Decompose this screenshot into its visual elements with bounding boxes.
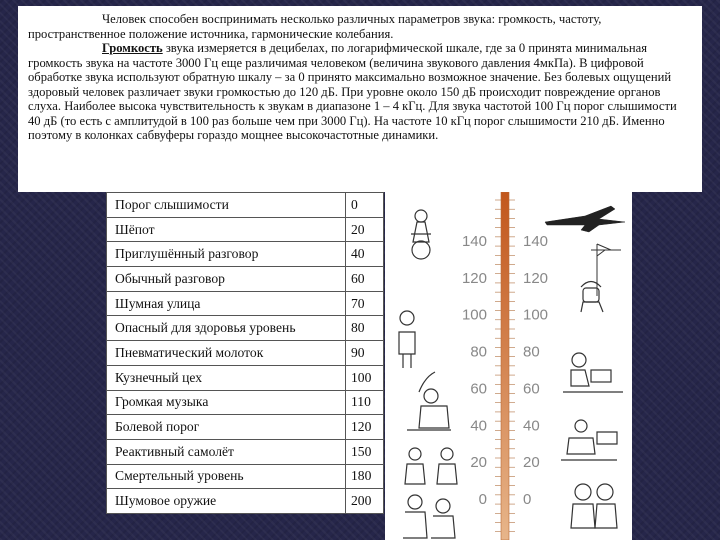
row-label: Шёпот (107, 217, 346, 242)
scale-bar (501, 192, 509, 540)
table-row (107, 365, 384, 390)
row-label: Болевой порог (107, 415, 346, 440)
row-label: Приглушённый разговор (107, 242, 346, 267)
row-value: 200 (346, 489, 384, 514)
row-value: 70 (346, 291, 384, 316)
tick-label-right: 120 (523, 269, 549, 287)
row-value: 120 (346, 415, 384, 440)
row-label: Шумная улица (107, 291, 346, 316)
table-row (107, 193, 384, 218)
intro-paragraph: Человек способен воспринимать несколько различных параметров звука: громкость, частоту, пространственное положение источника, гармонические колебания. (28, 12, 602, 41)
tick-label-right: 20 (523, 454, 540, 472)
whispering-icon (571, 484, 617, 528)
tick-label-right: 0 (523, 491, 532, 508)
tick-label-right: 40 (523, 417, 540, 435)
row-value: 100 (346, 365, 384, 390)
row-value: 180 (346, 464, 384, 489)
loudness-paragraph (28, 41, 692, 143)
tick-label-left: 140 (461, 233, 487, 250)
row-label: Смертельный уровень (107, 464, 346, 489)
motorcyclist-icon (411, 210, 431, 259)
row-value: 80 (346, 316, 384, 341)
loudness-table (106, 192, 384, 514)
table-row (107, 439, 384, 464)
table-row (107, 341, 384, 366)
row-label: Реактивный самолёт (107, 439, 346, 464)
tick-label-left: 20 (470, 454, 487, 472)
meeting-icon (405, 448, 457, 484)
table-row (107, 489, 384, 514)
table-row (107, 267, 384, 292)
row-label: Громкая музыка (107, 390, 346, 415)
tick-label-left: 40 (470, 417, 487, 435)
quiet-people-icon (403, 495, 455, 538)
row-label: Порог слышимости (107, 193, 346, 218)
row-label: Обычный разговор (107, 267, 346, 292)
row-value: 60 (346, 267, 384, 292)
table-row (107, 242, 384, 267)
tick-label-right: 60 (523, 380, 540, 398)
row-label: Кузнечный цех (107, 365, 346, 390)
row-value: 0 (346, 193, 384, 218)
table-row (107, 390, 384, 415)
row-value: 40 (346, 242, 384, 267)
row-value: 20 (346, 217, 384, 242)
table-row (107, 415, 384, 440)
row-label: Шумовое оружие (107, 489, 346, 514)
tick-label-right: 100 (523, 306, 549, 324)
description-text (18, 6, 702, 192)
tick-label-left: 60 (470, 380, 487, 398)
row-label: Опасный для здоровья уровень (107, 316, 346, 341)
typist-icon (563, 353, 623, 392)
table-row (107, 464, 384, 489)
tick-label-left: 80 (470, 343, 487, 361)
row-value: 150 (346, 439, 384, 464)
loudness-term: Громкость (102, 41, 163, 55)
table-row (107, 291, 384, 316)
table-row (107, 217, 384, 242)
construction-worker-icon (581, 282, 603, 313)
table-row (107, 316, 384, 341)
jet-plane-icon (545, 206, 625, 232)
tick-label-left: 120 (461, 269, 487, 287)
decibel-scale-illustration (385, 192, 632, 540)
tick-label-right: 80 (523, 343, 540, 361)
row-value: 90 (346, 341, 384, 366)
row-value: 110 (346, 390, 384, 415)
speaker-icon (407, 372, 451, 430)
tick-label-left: 100 (461, 306, 487, 324)
listener-icon (399, 311, 415, 368)
tick-label-left: 0 (478, 491, 487, 508)
decibel-scale-svg (385, 192, 632, 540)
row-label: Пневматический молоток (107, 341, 346, 366)
loudness-description: звука измеряется в децибелах, по логарифмической шкале, где за 0 принята минимальная громкость звука на частоте 3000 Гц еще различимая человеком (величина звукового давления 4мкПа). В цифровой обработке звука используют обратную шкалу – за 0 принято максимально возможное значение. Без болевых ощущений здоровый человек различает звуки громкостью до 120 дБ. При уровне около 150 дБ происходит повреждение органов слуха. Наиболее высока чувствительность к звукам в диапазоне 1 – 4 кГц. Для звука частотой 100 Гц порог слышимости 40 дБ (то есть с амплитудой в 100 раз больше чем при 3000 Гц). На частоте 10 кГц порог слышимости 210 дБ. Именно поэтому в колонках сабвуферы гораздо мощнее высокочастотные динамики. (28, 41, 677, 142)
reader-icon (561, 420, 617, 460)
tick-label-right: 140 (523, 233, 549, 250)
